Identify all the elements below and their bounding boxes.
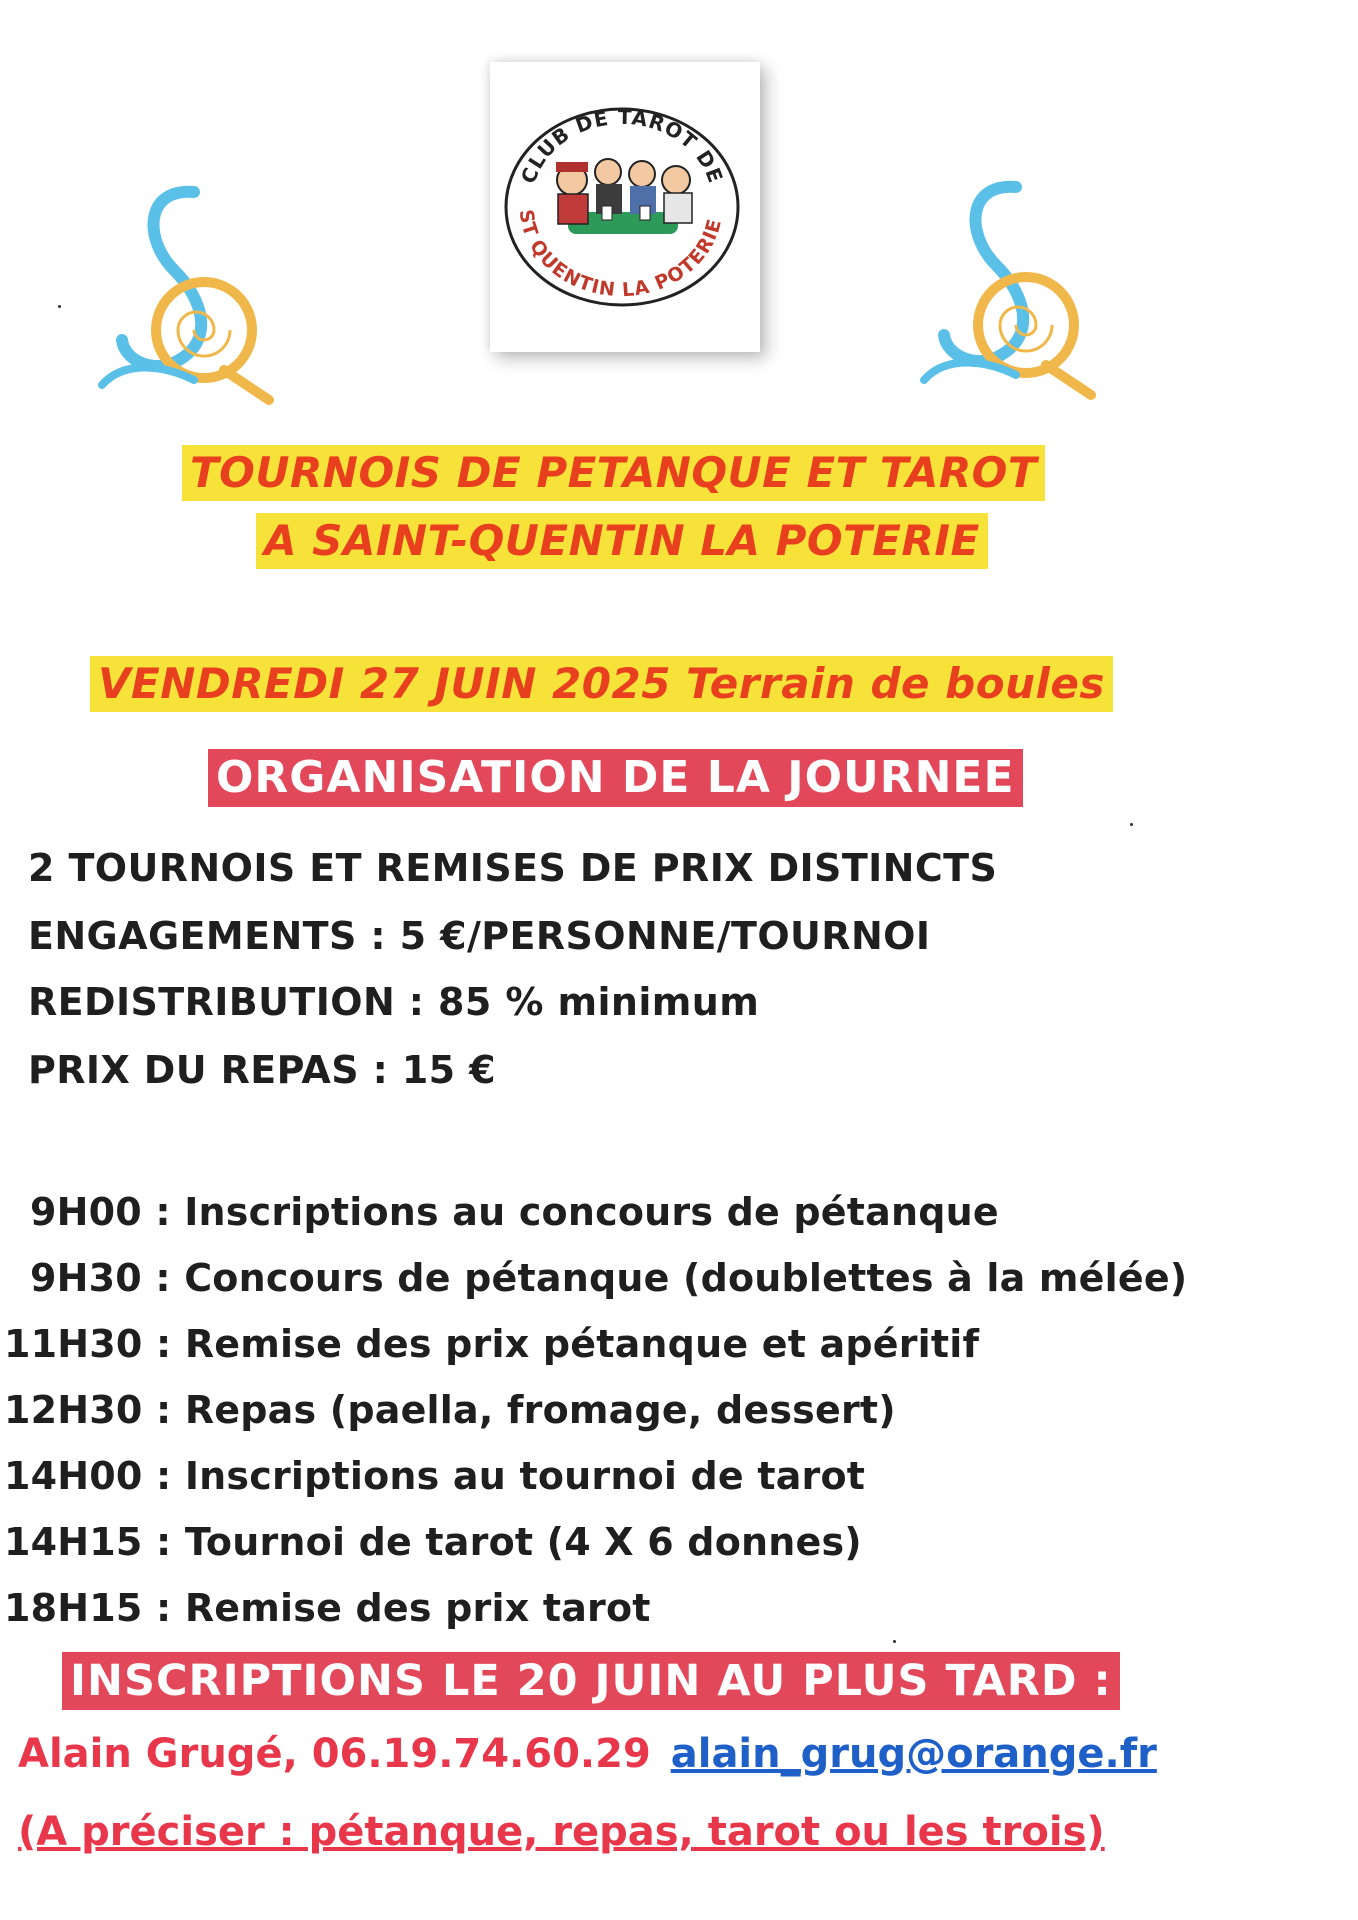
title-line-1: TOURNOIS DE PETANQUE ET TAROT <box>182 445 1045 501</box>
club-logo-card <box>490 62 760 352</box>
sq-emblem-left <box>84 180 284 420</box>
schedule-text: : Inscriptions au concours de pétanque <box>141 1190 999 1234</box>
contact-name-phone: Alain Grugé, 06.19.74.60.29 <box>18 1731 651 1777</box>
logo-text-bottom: ST QUENTIN LA POTERIE <box>514 208 727 302</box>
schedule-item <box>4 1584 651 1632</box>
info-line-tournaments: 2 TOURNOIS ET REMISES DE PRIX DISTINCTS <box>28 846 998 890</box>
schedule-time: 14H15 <box>4 1520 143 1564</box>
schedule-item <box>4 1386 896 1434</box>
schedule-item <box>4 1320 979 1368</box>
organisation-heading: ORGANISATION DE LA JOURNEE <box>208 749 1023 807</box>
club-logo <box>490 62 760 352</box>
registration-note: (A préciser : pétanque, repas, tarot ou les trois) <box>18 1809 1105 1855</box>
scan-speck <box>893 1640 896 1643</box>
schedule-time: 12H30 <box>4 1388 143 1432</box>
contact-email-link[interactable]: alain_grug@orange.fr <box>670 1731 1157 1777</box>
sq-emblem-right <box>906 175 1106 415</box>
schedule-time: 14H00 <box>4 1454 143 1498</box>
schedule-text: : Repas (paella, fromage, dessert) <box>142 1388 896 1432</box>
schedule-item <box>30 1254 1187 1302</box>
title-line-2: A SAINT-QUENTIN LA POTERIE <box>256 513 988 569</box>
schedule-time: 9H30 <box>30 1256 142 1300</box>
schedule-text: : Concours de pétanque (doublettes à la mélée) <box>141 1256 1188 1300</box>
schedule-text: : Remise des prix pétanque et apéritif <box>142 1322 980 1366</box>
contact-line <box>18 1728 1157 1780</box>
schedule-item <box>30 1188 999 1236</box>
deadline-banner: INSCRIPTIONS LE 20 JUIN AU PLUS TARD : <box>62 1652 1120 1710</box>
info-line-meal-price: PRIX DU REPAS : 15 € <box>28 1048 496 1092</box>
info-line-fees: ENGAGEMENTS : 5 €/PERSONNE/TOURNOI <box>28 914 931 958</box>
info-line-redistribution: REDISTRIBUTION : 85 % minimum <box>28 980 760 1024</box>
schedule-item <box>4 1452 865 1500</box>
scan-speck <box>1130 823 1133 826</box>
schedule-text: : Inscriptions au tournoi de tarot <box>142 1454 866 1498</box>
schedule-text: : Tournoi de tarot (4 X 6 donnes) <box>142 1520 862 1564</box>
schedule-item <box>4 1518 862 1566</box>
schedule-time: 18H15 <box>4 1586 143 1630</box>
schedule-time: 9H00 <box>30 1190 142 1234</box>
logo-text-top: CLUB DE TAROT DE <box>515 104 729 187</box>
scan-speck <box>58 305 61 308</box>
event-date: VENDREDI 27 JUIN 2025 Terrain de boules <box>90 656 1113 712</box>
schedule-time: 11H30 <box>4 1322 143 1366</box>
schedule-text: : Remise des prix tarot <box>142 1586 651 1630</box>
